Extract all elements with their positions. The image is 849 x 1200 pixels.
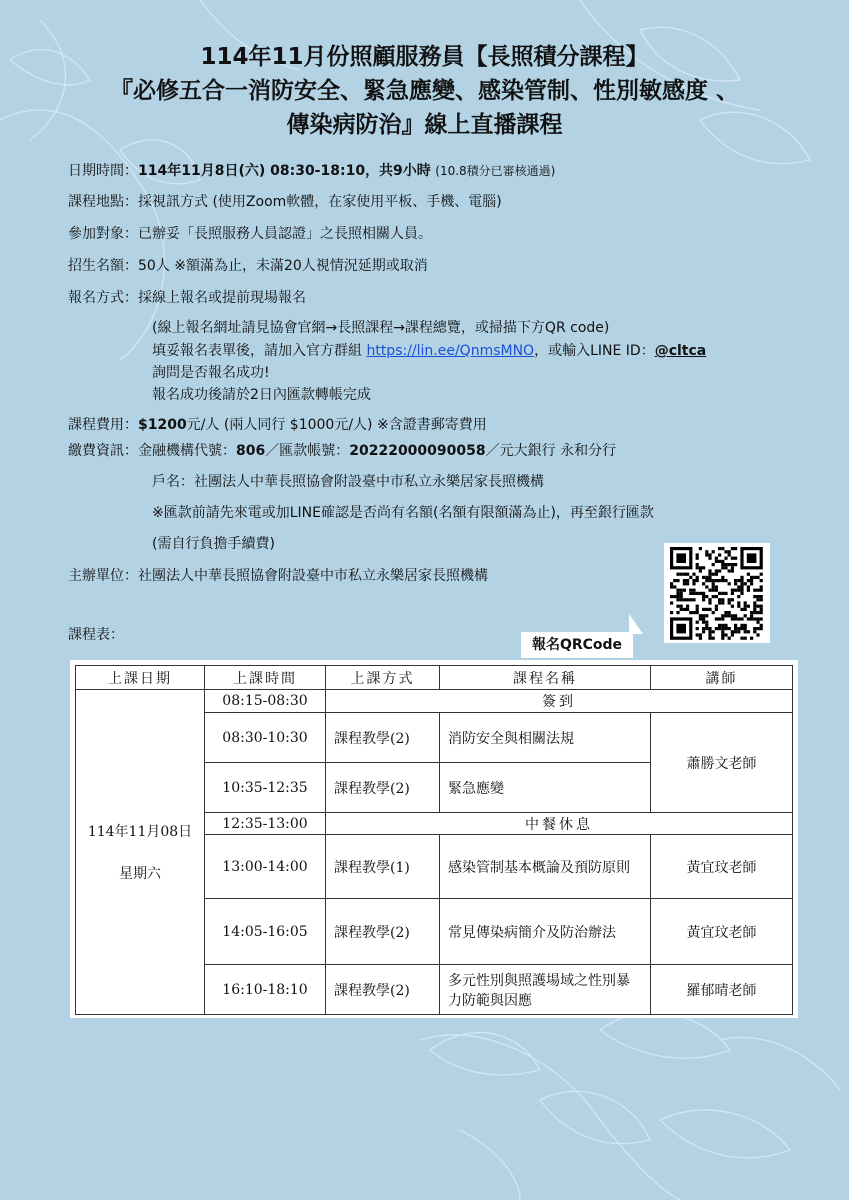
- header-teacher: 講師: [651, 666, 793, 690]
- register-line-1: (線上報名網址請見協會官網→長照課程→課程總覽，或掃描下方QR code): [152, 320, 610, 336]
- header-date: 上課日期: [76, 666, 205, 690]
- location-row: [68, 192, 502, 212]
- course-cell: 消防安全與相關法規: [440, 713, 651, 763]
- teacher-cell: 黃宜玟老師: [651, 899, 793, 965]
- fee-label: 課程費用：: [68, 417, 138, 433]
- header-course: 課程名稱: [440, 666, 651, 690]
- schedule-date: 114年11月08日: [87, 824, 193, 840]
- register-line-2-text-b: ，或輸入LINE ID：: [534, 343, 655, 359]
- quota-row: [68, 256, 428, 276]
- line-id: @cltca: [654, 343, 707, 359]
- account-label: ／匯款帳號：: [265, 443, 350, 459]
- course-cell: 常見傳染病簡介及防治辦法: [440, 899, 651, 965]
- time-cell: 08:30-10:30: [205, 713, 326, 763]
- schedule-table-panel: [70, 660, 798, 1018]
- quota-value: 50人 ※額滿為止，未滿20人視情況延期或取消: [138, 258, 428, 274]
- time-cell: 10:35-12:35: [205, 763, 326, 813]
- page-title: [0, 40, 849, 142]
- table-header-row: [76, 666, 793, 690]
- header-mode: 上課方式: [326, 666, 440, 690]
- mode-cell: 課程教學(2): [326, 899, 440, 965]
- register-line-4: 報名成功後請於2日內匯款轉帳完成: [152, 387, 371, 403]
- course-cell: 多元性別與照護場域之性別暴力防範與因應: [440, 965, 651, 1015]
- payment-fee-note: (需自行負擔手續費): [152, 536, 275, 552]
- audience-label: 參加對象：: [68, 226, 138, 242]
- mode-cell: 課程教學(2): [326, 965, 440, 1015]
- header-time: 上課時間: [205, 666, 326, 690]
- organizer-row: [68, 566, 488, 586]
- bank-name: ／元大銀行 永和分行: [485, 443, 617, 459]
- register-label: 報名方式：: [68, 290, 138, 306]
- register-line-2: [152, 341, 706, 361]
- location-value: 採視訊方式 (使用Zoom軟體，在家使用平板、手機、電腦): [138, 194, 502, 210]
- date-cell: [76, 690, 205, 1015]
- teacher-cell: 蕭勝文老師: [651, 713, 793, 813]
- account-name: 戶名：社團法人中華長照協會附設臺中市私立永樂居家長照機構: [152, 474, 544, 490]
- schedule-label: 課程表：: [68, 627, 124, 643]
- course-cell: 感染管制基本概論及預防原則: [440, 835, 651, 899]
- account-number: 20222000090058: [349, 443, 486, 459]
- time-cell: 16:10-18:10: [205, 965, 326, 1015]
- line-group-link[interactable]: https://lin.ee/QnmsMNO: [366, 343, 535, 359]
- date-label: 日期時間：: [68, 163, 138, 179]
- mode-cell: 課程教學(2): [326, 713, 440, 763]
- time-cell: 08:15-08:30: [205, 690, 326, 713]
- bank-code: 806: [236, 443, 266, 459]
- time-cell: 12:35-13:00: [205, 813, 326, 835]
- registration-qr-code[interactable]: [664, 543, 770, 643]
- bank-code-label: 金融機構代號：: [138, 443, 236, 459]
- fee-rest: 元/人 (兩人同行 $1000元/人) ※含證書郵寄費用: [186, 417, 487, 433]
- register-line-2-text: 填妥報名表單後，請加入官方群組: [152, 343, 367, 359]
- payment-note: ※匯款前請先來電或加LINE確認是否尚有名額(名額有限額滿為止)，再至銀行匯款: [152, 505, 654, 521]
- payment-row: [68, 441, 616, 461]
- register-value: 採線上報名或提前現場報名: [138, 290, 306, 306]
- title-line-3: 傳染病防治』線上直播課程: [286, 112, 563, 138]
- checkin-cell: 簽到: [326, 690, 793, 713]
- audience-row: [68, 224, 432, 244]
- mode-cell: 課程教學(2): [326, 763, 440, 813]
- course-cell: 緊急應變: [440, 763, 651, 813]
- payment-label: 繳費資訊：: [68, 443, 138, 459]
- schedule-weekday: 星期六: [119, 866, 161, 882]
- qr-code-label: 報名QRCode: [521, 632, 633, 658]
- schedule-table: [75, 665, 793, 1015]
- table-row: [76, 690, 793, 713]
- teacher-cell: 黃宜玟老師: [651, 835, 793, 899]
- date-hours: ，共9小時: [365, 163, 431, 179]
- fee-value: $1200: [138, 417, 187, 433]
- date-value: 114年11月8日(六) 08:30-18:10: [138, 163, 366, 179]
- qr-code-icon: [664, 543, 770, 643]
- time-cell: 14:05-16:05: [205, 899, 326, 965]
- date-row: [68, 161, 555, 181]
- fee-row: [68, 415, 487, 435]
- mode-cell: 課程教學(1): [326, 835, 440, 899]
- lunch-break-cell: 中餐休息: [326, 813, 793, 835]
- time-cell: 13:00-14:00: [205, 835, 326, 899]
- date-note: (10.8積分已審核通過): [435, 164, 556, 178]
- title-line-2: 『必修五合一消防安全、緊急應變、感染管制、性別敏感度 、: [109, 78, 739, 104]
- organizer-label: 主辦單位：: [68, 568, 138, 584]
- quota-label: 招生名額：: [68, 258, 138, 274]
- title-line-1: 114年11月份照顧服務員【長照積分課程】: [200, 44, 649, 70]
- register-row: [68, 288, 306, 308]
- organizer-value: 社團法人中華長照協會附設臺中市私立永樂居家長照機構: [138, 568, 488, 584]
- location-label: 課程地點：: [68, 194, 138, 210]
- register-line-3: 詢問是否報名成功!: [152, 365, 270, 381]
- teacher-cell: 羅郁晴老師: [651, 965, 793, 1015]
- audience-value: 已辦妥「長照服務人員認證」之長照相關人員。: [138, 226, 432, 242]
